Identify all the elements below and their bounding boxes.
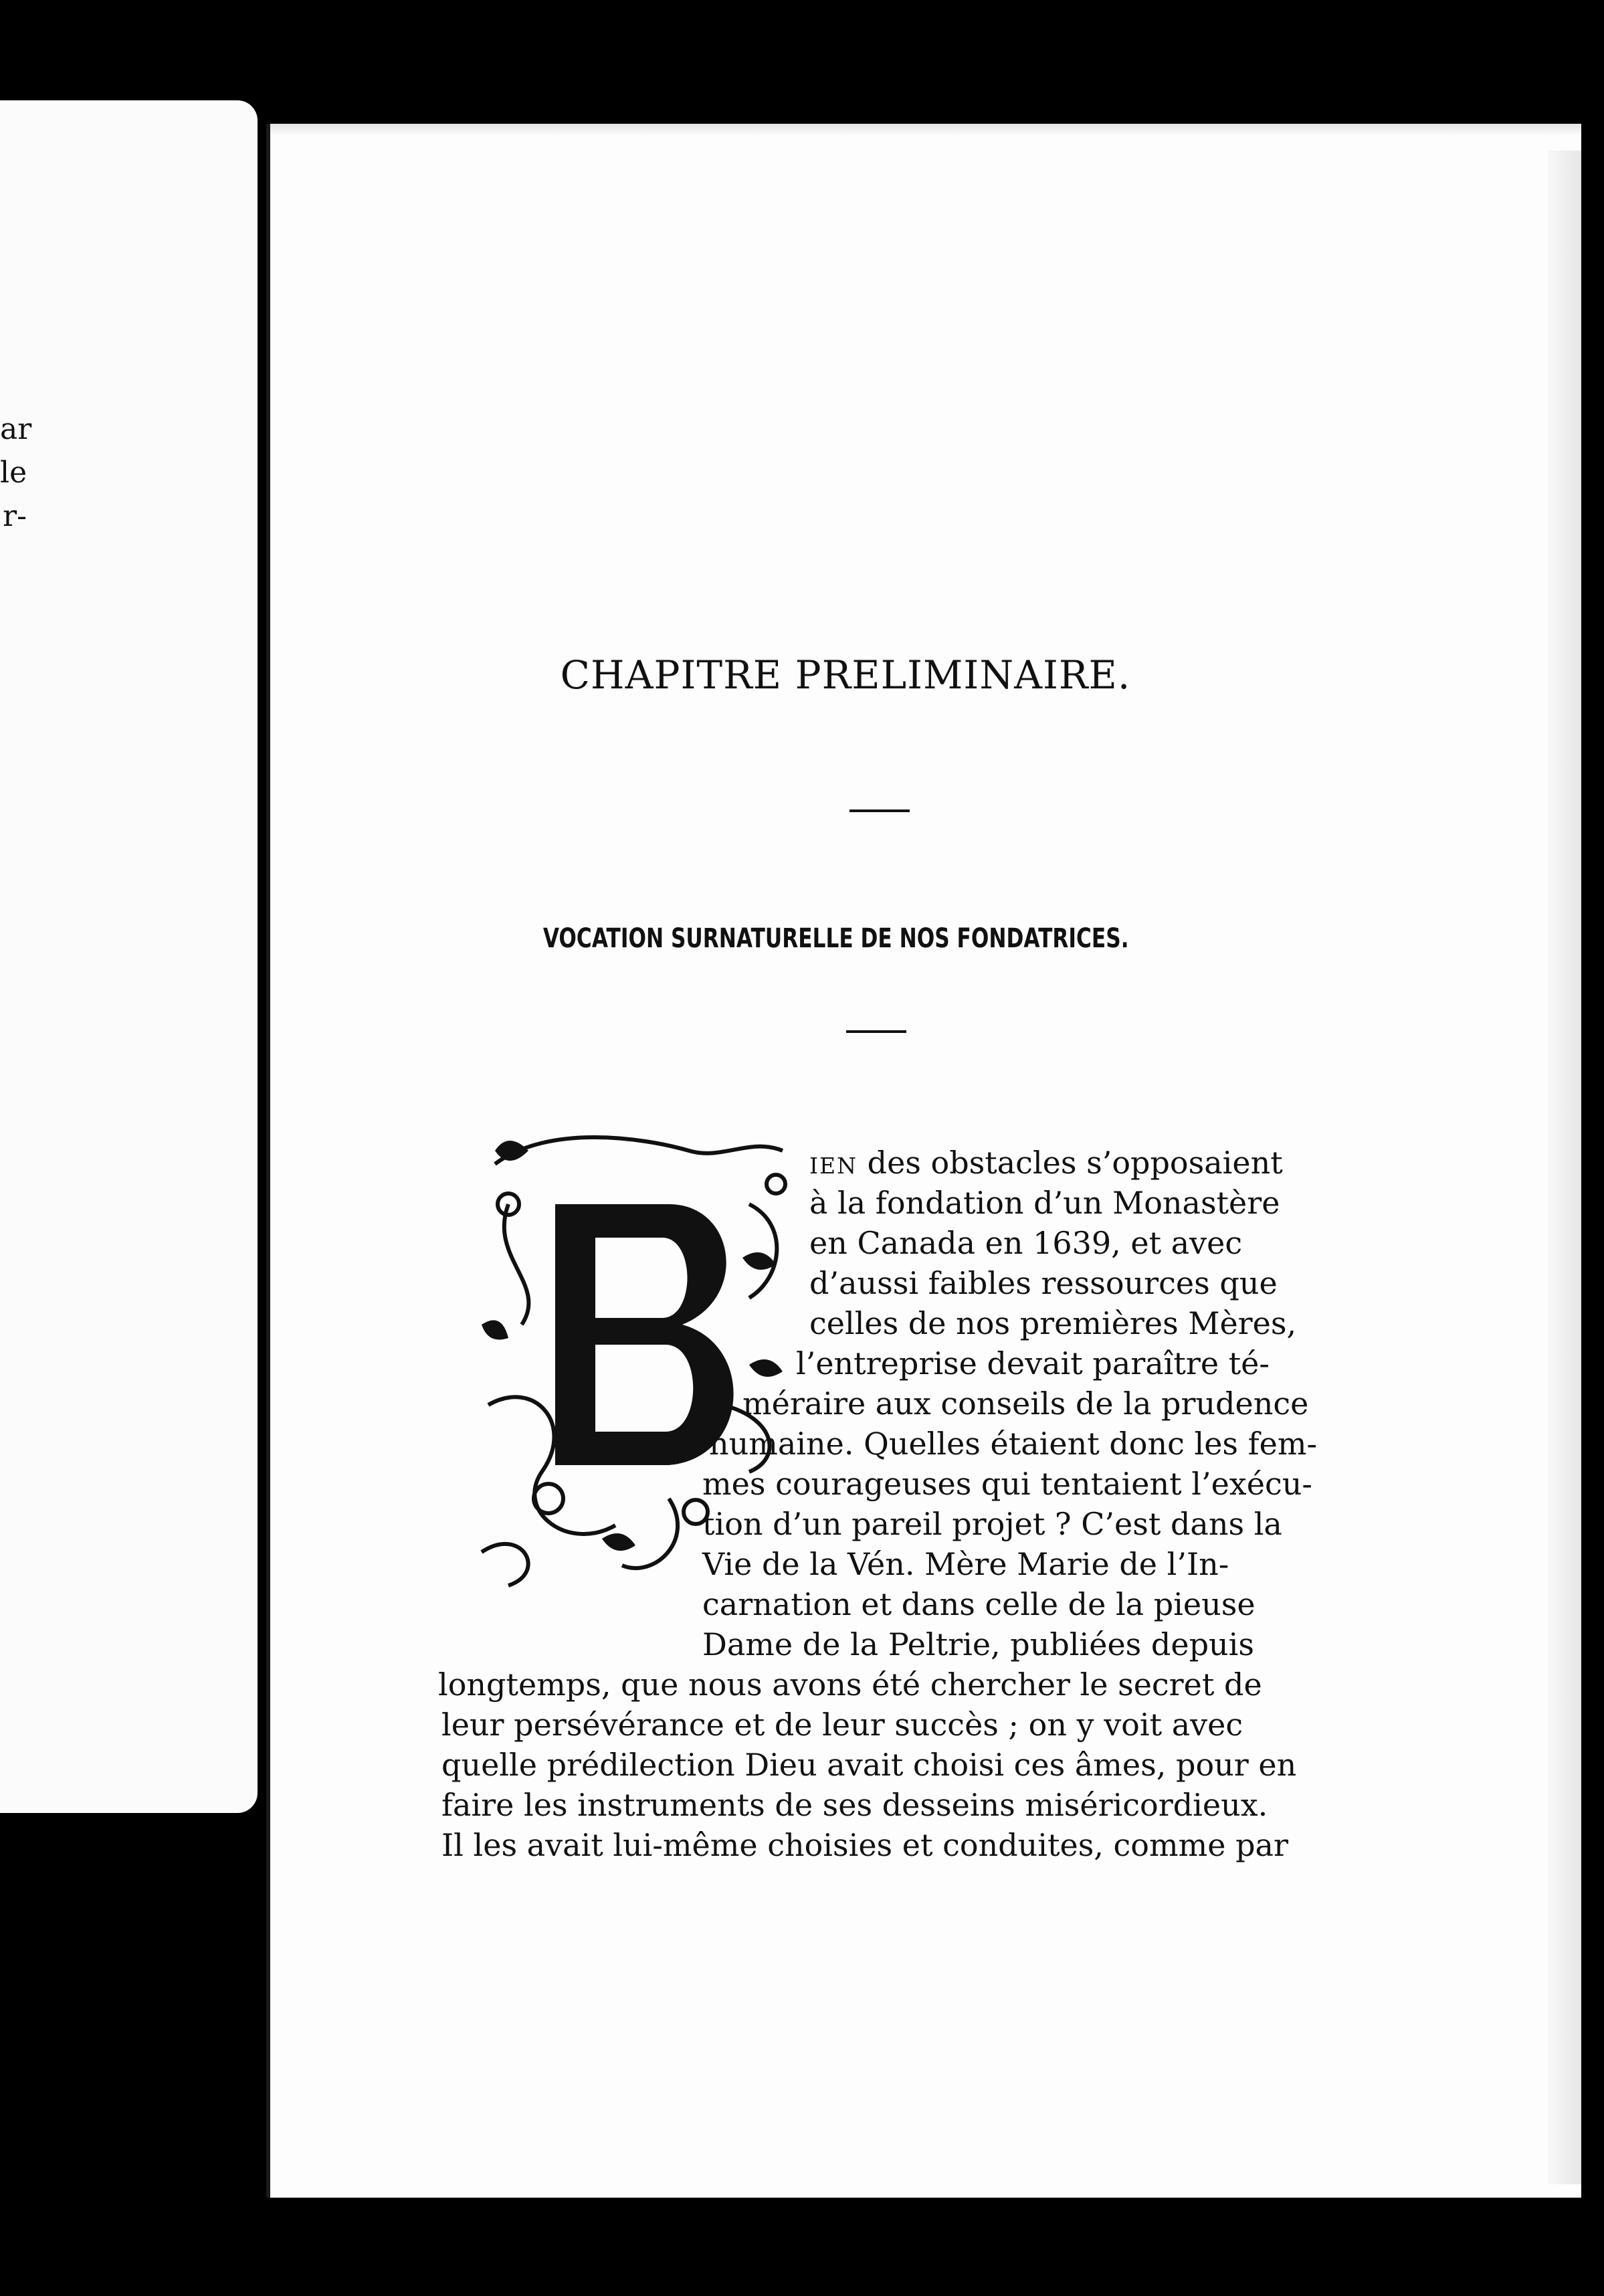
page-text-fragment: le (0, 456, 27, 490)
previous-page (0, 100, 258, 1813)
section-title: VOCATION SURNATURELLE DE NOS FONDATRICES. (542, 923, 1129, 954)
text-line: l’entreprise devait paraître té- (796, 1345, 1270, 1381)
first-word-smallcaps: IEN (809, 1153, 858, 1179)
text-line: Vie de la Vén. Mère Marie de l’In- (702, 1546, 1229, 1582)
page-text-fragment: r- (3, 499, 27, 533)
page-text-fragment: ar (0, 412, 32, 446)
text-line: leur persévérance et de leur succès ; on y voit avec (441, 1707, 1243, 1743)
chapter-title: CHAPITRE PRELIMINAIRE. (560, 652, 1131, 698)
text-line: quelle prédilection Dieu avait choisi ces âmes, pour en (441, 1747, 1297, 1783)
text-line: longtemps, que nous avons été chercher le secret de (438, 1666, 1262, 1703)
text-line: faire les instruments de ses desseins miséricordieux. (441, 1787, 1268, 1823)
text-line: en Canada en 1639, et avec (809, 1225, 1243, 1261)
text-line: humaine. Quelles étaient donc les fem- (709, 1426, 1318, 1462)
text-line: tion d’un pareil projet ? C’est dans la (702, 1506, 1282, 1542)
text-line: carnation et dans celle de la pieuse (702, 1586, 1256, 1622)
text-line: à la fondation d’un Monastère (809, 1185, 1280, 1221)
divider-rule (849, 809, 910, 812)
text-line: Il les avait lui-même choisies et conduites, comme par (441, 1827, 1288, 1863)
text-line: IEN des obstacles s’opposaient (809, 1145, 1283, 1181)
text-line: mes courageuses qui tentaient l’exécu- (702, 1466, 1312, 1502)
text-line: celles de nos premières Mères, (809, 1305, 1297, 1341)
page-edge (1548, 151, 1581, 2184)
divider-rule (846, 1030, 906, 1033)
text-line: méraire aux conseils de la prudence (742, 1385, 1309, 1422)
text-line: Dame de la Peltrie, publiées depuis (702, 1626, 1254, 1662)
text-line: d’aussi faibles ressources que (809, 1265, 1278, 1301)
